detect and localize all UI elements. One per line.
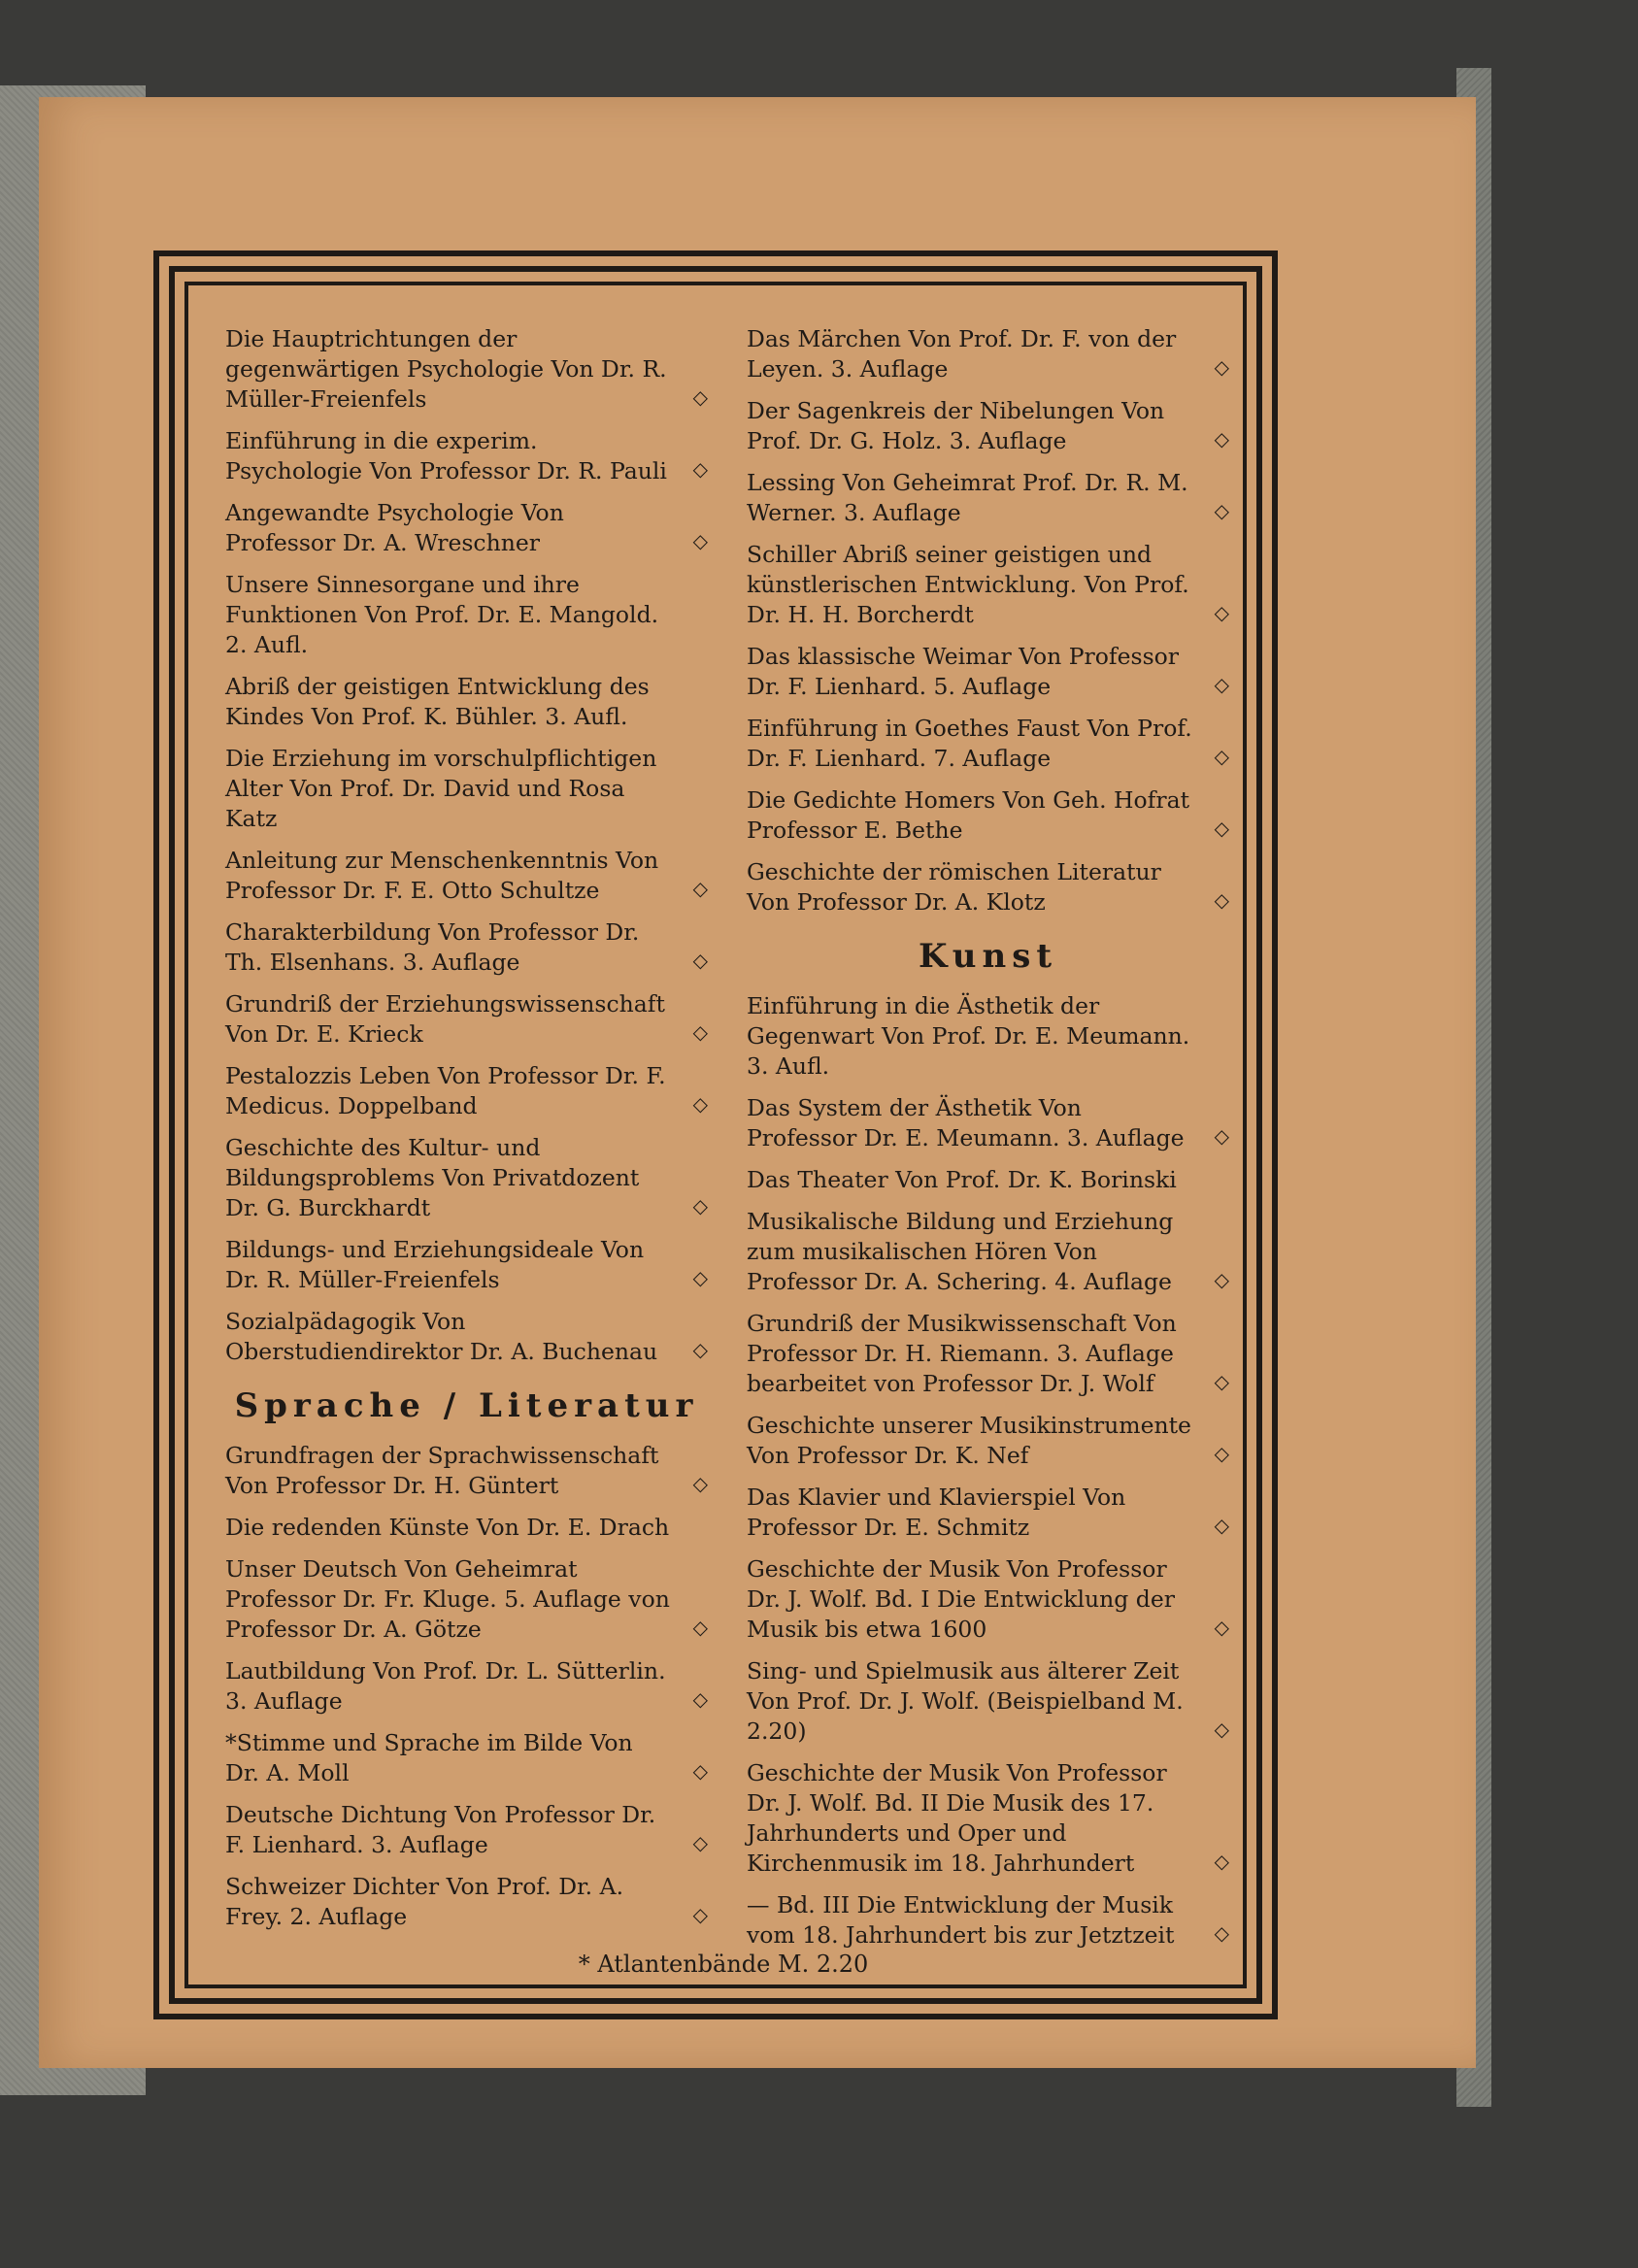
catalog-entry bbox=[225, 846, 708, 906]
entry-text: — Bd. III Die Entwicklung der Musik vom 18. Jahrhundert bis zur Jetztzeit bbox=[747, 1891, 1175, 1949]
middle-border bbox=[169, 266, 1262, 2004]
diamond-icon: ◇ bbox=[1214, 1268, 1229, 1291]
diamond-icon: ◇ bbox=[1214, 888, 1229, 912]
entry-text: Lautbildung Von Prof. Dr. L. Sütterlin. 3. Auflage bbox=[225, 1657, 666, 1715]
diamond-icon: ◇ bbox=[692, 1759, 708, 1783]
catalog-entry bbox=[225, 917, 708, 978]
left-column bbox=[225, 324, 708, 1944]
catalog-entry bbox=[747, 1758, 1229, 1879]
diamond-icon: ◇ bbox=[692, 1338, 708, 1361]
diamond-icon: ◇ bbox=[692, 1020, 708, 1044]
entry-text: Das Märchen Von Prof. Dr. F. von der Leyen. 3. Auflage bbox=[747, 325, 1177, 383]
diamond-icon: ◇ bbox=[692, 949, 708, 972]
entry-text: Die Gedichte Homers Von Geh. Hofrat Professor E. Bethe bbox=[747, 786, 1190, 844]
entry-text: Angewandte Psychologie Von Professor Dr. A. Wreschner bbox=[225, 499, 564, 556]
catalog-entry bbox=[225, 989, 708, 1050]
catalog-content bbox=[225, 324, 1229, 1978]
catalog-entry bbox=[747, 1483, 1229, 1543]
entry-text: Das Theater Von Prof. Dr. K. Borinski bbox=[747, 1166, 1177, 1193]
entry-text: Grundriß der Erziehungswissenschaft Von Dr. E. Krieck bbox=[225, 990, 665, 1048]
catalog-entry bbox=[225, 1800, 708, 1860]
diamond-icon: ◇ bbox=[1214, 427, 1229, 450]
entry-text: Geschichte des Kultur- und Bildungsproblems Von Privatdozent Dr. G. Burckhardt bbox=[225, 1134, 640, 1221]
catalog-entry bbox=[747, 324, 1229, 384]
diamond-icon: ◇ bbox=[1214, 355, 1229, 379]
diamond-icon: ◇ bbox=[692, 385, 708, 409]
entry-text: Geschichte der Musik Von Professor Dr. J. Wolf. Bd. I Die Entwicklung der Musik bis etwa 1600 bbox=[747, 1555, 1175, 1643]
catalog-entry bbox=[747, 1207, 1229, 1297]
catalog-entry bbox=[747, 857, 1229, 917]
diamond-icon: ◇ bbox=[692, 1831, 708, 1854]
entry-text: Schiller Abriß seiner geistigen und künstlerischen Entwicklung. Von Prof. Dr. H. H. Borcherdt bbox=[747, 541, 1189, 628]
diamond-icon: ◇ bbox=[692, 877, 708, 900]
catalog-entry bbox=[225, 1554, 708, 1645]
catalog-entry bbox=[225, 1441, 708, 1501]
catalog-entry bbox=[225, 1235, 708, 1295]
catalog-entry bbox=[747, 1165, 1229, 1195]
catalog-entry bbox=[225, 426, 708, 486]
diamond-icon: ◇ bbox=[1214, 1718, 1229, 1741]
catalog-entry bbox=[747, 714, 1229, 774]
catalog-entry bbox=[747, 991, 1229, 1082]
catalog-entry bbox=[747, 468, 1229, 528]
diamond-icon: ◇ bbox=[1214, 1370, 1229, 1393]
diamond-icon: ◇ bbox=[692, 1687, 708, 1711]
catalog-entry bbox=[225, 498, 708, 558]
diamond-icon: ◇ bbox=[692, 529, 708, 552]
right-column bbox=[747, 324, 1229, 1962]
entry-text: Die Hauptrichtungen der gegenwärtigen Psychologie Von Dr. R. Müller-Freienfels bbox=[225, 325, 667, 413]
diamond-icon: ◇ bbox=[1214, 1514, 1229, 1537]
catalog-entry bbox=[747, 1309, 1229, 1399]
section-heading: Kunst bbox=[918, 937, 1058, 976]
entry-text: Einführung in die experim. Psychologie Von Professor Dr. R. Pauli bbox=[225, 427, 667, 484]
catalog-entry bbox=[225, 1513, 708, 1543]
entry-text: Abriß der geistigen Entwicklung des Kindes Von Prof. K. Bühler. 3. Aufl. bbox=[225, 673, 650, 730]
entry-text: Geschichte der Musik Von Professor Dr. J. Wolf. Bd. II Die Musik des 17. Jahrhunderts und Oper und Kirchenmusik im 18. Jahrhundert bbox=[747, 1759, 1167, 1877]
entry-text: Das System der Ästhetik Von Professor Dr. E. Meumann. 3. Auflage bbox=[747, 1094, 1185, 1151]
section-heading: Sprache / Literatur bbox=[234, 1386, 699, 1425]
diamond-icon: ◇ bbox=[692, 457, 708, 481]
catalog-entry bbox=[747, 785, 1229, 846]
diamond-icon: ◇ bbox=[1214, 499, 1229, 522]
catalog-entry bbox=[225, 324, 708, 415]
entry-text: Der Sagenkreis der Nibelungen Von Prof. Dr. G. Holz. 3. Auflage bbox=[747, 397, 1165, 454]
entry-text: Einführung in die Ästhetik der Gegenwart Von Prof. Dr. E. Meumann. 3. Aufl. bbox=[747, 992, 1190, 1080]
entry-text: Geschichte unserer Musikinstrumente Von Professor Dr. K. Nef bbox=[747, 1412, 1191, 1469]
catalog-entry bbox=[747, 540, 1229, 630]
catalog-entry bbox=[747, 642, 1229, 702]
entry-text: Musikalische Bildung und Erziehung zum musikalischen Hören Von Professor Dr. A. Schering. 4. Auflage bbox=[747, 1208, 1174, 1295]
catalog-entry bbox=[225, 1307, 708, 1367]
catalog-entry bbox=[225, 1061, 708, 1121]
diamond-icon: ◇ bbox=[1214, 1921, 1229, 1945]
diamond-icon: ◇ bbox=[692, 1616, 708, 1639]
catalog-entry bbox=[225, 1133, 708, 1223]
diamond-icon: ◇ bbox=[1214, 1124, 1229, 1148]
inner-border bbox=[184, 282, 1247, 1988]
catalog-entry bbox=[225, 744, 708, 834]
entry-text: Das klassische Weimar Von Professor Dr. F. Lienhard. 5. Auflage bbox=[747, 643, 1180, 700]
entry-text: *Stimme und Sprache im Bilde Von Dr. A. Moll bbox=[225, 1729, 633, 1786]
entry-text: Die Erziehung im vorschulpflichtigen Alter Von Prof. Dr. David und Rosa Katz bbox=[225, 745, 657, 832]
entry-text: Grundriß der Musikwissenschaft Von Professor Dr. H. Riemann. 3. Auflage bearbeitet von Professor Dr. J. Wolf bbox=[747, 1310, 1177, 1397]
entry-text: Unser Deutsch Von Geheimrat Professor Dr. Fr. Kluge. 5. Auflage von Professor Dr. A. Götze bbox=[225, 1555, 670, 1643]
catalog-entry bbox=[747, 1890, 1229, 1951]
diamond-icon: ◇ bbox=[1214, 745, 1229, 768]
entry-text: Schweizer Dichter Von Prof. Dr. A. Frey. 2. Auflage bbox=[225, 1873, 624, 1930]
footnote: * Atlantenbände M. 2.20 bbox=[578, 1951, 869, 1978]
entry-text: Das Klavier und Klavierspiel Von Professor Dr. E. Schmitz bbox=[747, 1484, 1126, 1541]
diamond-icon: ◇ bbox=[1214, 817, 1229, 840]
entry-text: Grundfragen der Sprachwissenschaft Von Professor Dr. H. Güntert bbox=[225, 1442, 659, 1499]
diamond-icon: ◇ bbox=[692, 1472, 708, 1495]
diamond-icon: ◇ bbox=[1214, 1850, 1229, 1873]
diamond-icon: ◇ bbox=[692, 1092, 708, 1116]
entry-text: Sing- und Spielmusik aus älterer Zeit Von Prof. Dr. J. Wolf. (Beispielband M. 2.20) bbox=[747, 1657, 1184, 1745]
catalog-entry bbox=[225, 672, 708, 732]
entry-text: Einführung in Goethes Faust Von Prof. Dr. F. Lienhard. 7. Auflage bbox=[747, 715, 1192, 772]
entry-text: Sozialpädagogik Von Oberstudiendirektor Dr. A. Buchenau bbox=[225, 1308, 658, 1365]
catalog-entry bbox=[747, 1093, 1229, 1153]
entry-text: Unsere Sinnesorgane und ihre Funktionen Von Prof. Dr. E. Mangold. 2. Aufl. bbox=[225, 571, 659, 658]
diamond-icon: ◇ bbox=[692, 1266, 708, 1289]
catalog-entry bbox=[747, 1656, 1229, 1747]
diamond-icon: ◇ bbox=[1214, 1616, 1229, 1639]
entry-text: Anleitung zur Menschenkenntnis Von Professor Dr. F. E. Otto Schultze bbox=[225, 847, 659, 904]
diamond-icon: ◇ bbox=[1214, 601, 1229, 624]
catalog-entry bbox=[225, 1656, 708, 1717]
entry-text: Bildungs- und Erziehungsideale Von Dr. R. Müller-Freienfels bbox=[225, 1236, 645, 1293]
catalog-entry bbox=[747, 396, 1229, 456]
diamond-icon: ◇ bbox=[1214, 673, 1229, 696]
catalog-entry bbox=[747, 1411, 1229, 1471]
entry-text: Charakterbildung Von Professor Dr. Th. Elsenhans. 3. Auflage bbox=[225, 918, 640, 976]
diamond-icon: ◇ bbox=[692, 1903, 708, 1926]
entry-text: Geschichte der römischen Literatur Von Professor Dr. A. Klotz bbox=[747, 858, 1161, 916]
catalog-entry bbox=[225, 570, 708, 660]
entry-text: Die redenden Künste Von Dr. E. Drach bbox=[225, 1514, 670, 1541]
catalog-entry bbox=[225, 1728, 708, 1788]
diamond-icon: ◇ bbox=[1214, 1442, 1229, 1465]
diamond-icon: ◇ bbox=[692, 1194, 708, 1217]
entry-text: Lessing Von Geheimrat Prof. Dr. R. M. Werner. 3. Auflage bbox=[747, 469, 1188, 526]
outer-border bbox=[153, 250, 1278, 2019]
entry-text: Pestalozzis Leben Von Professor Dr. F. Medicus. Doppelband bbox=[225, 1062, 666, 1119]
catalog-entry bbox=[225, 1872, 708, 1932]
catalog-entry bbox=[747, 1554, 1229, 1645]
entry-text: Deutsche Dichtung Von Professor Dr. F. Lienhard. 3. Auflage bbox=[225, 1801, 656, 1858]
